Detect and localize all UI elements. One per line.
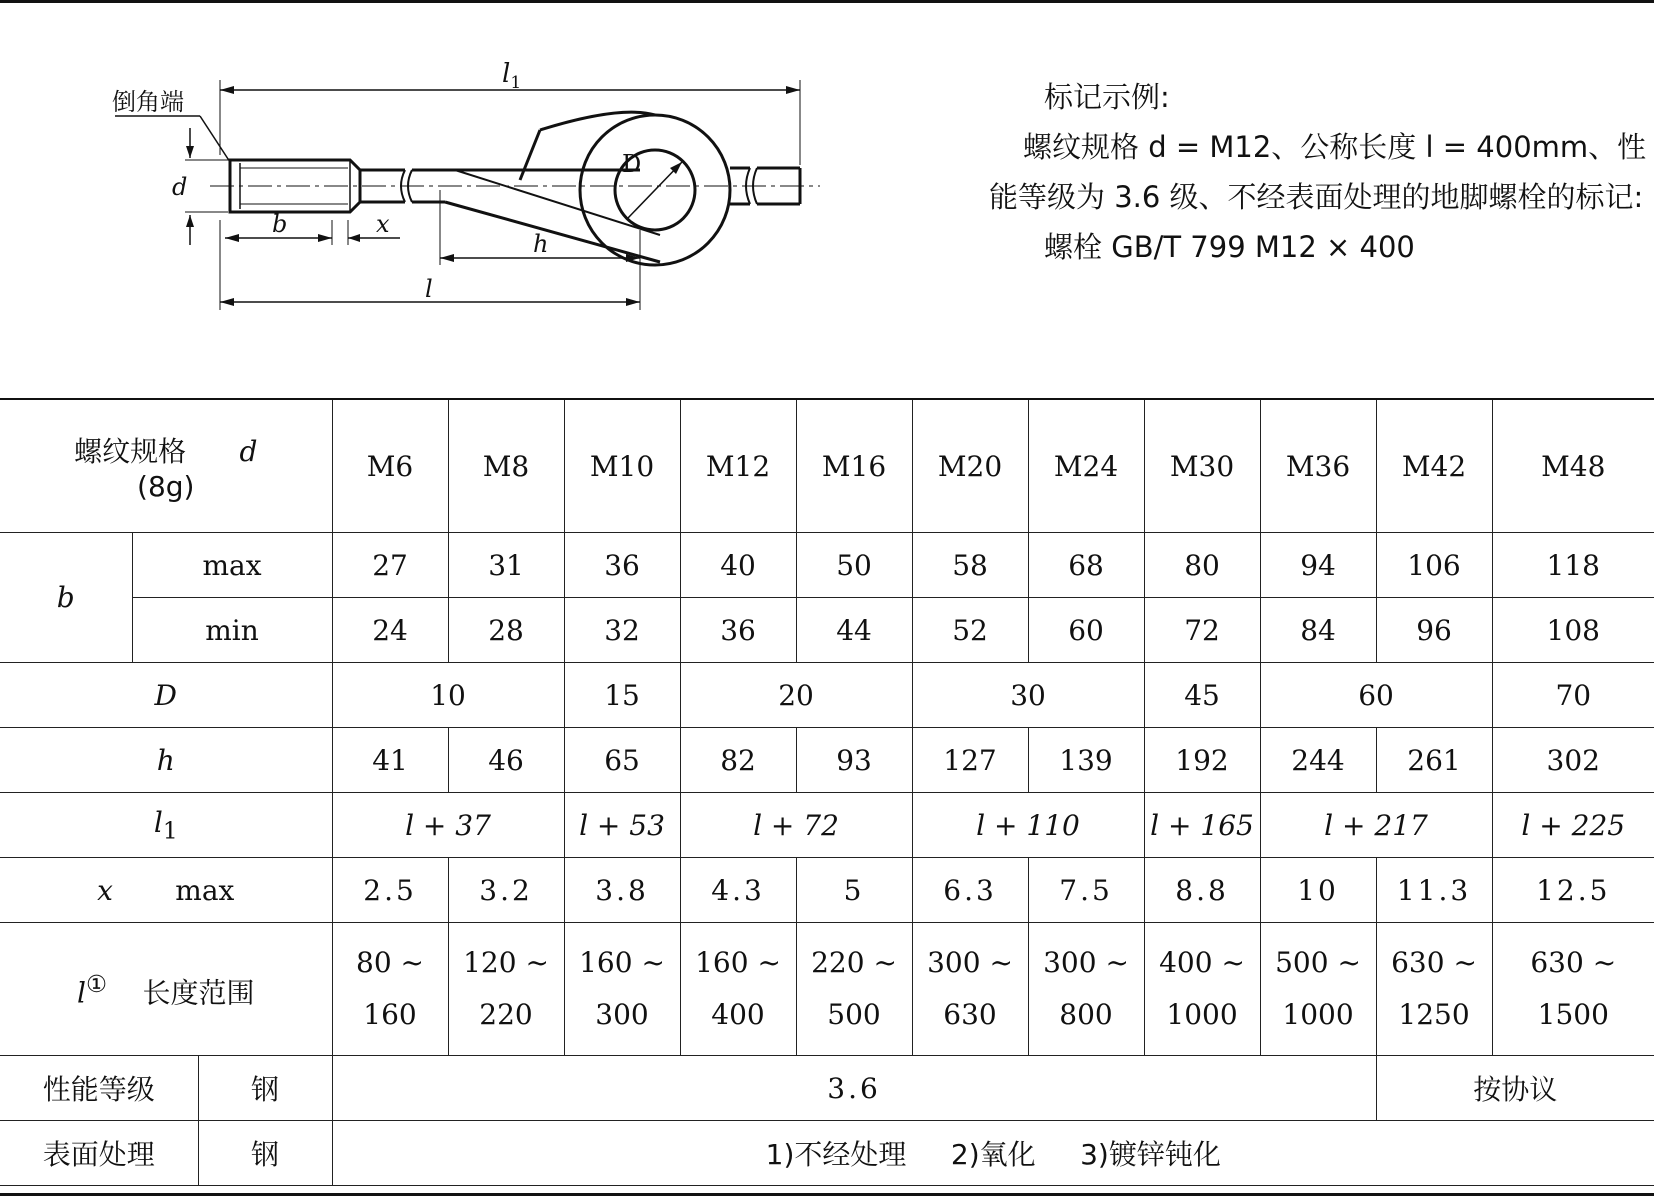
b-min-cell: 96 (1376, 598, 1492, 663)
h-cell: 244 (1260, 728, 1376, 793)
row-thread-size (0, 399, 1654, 533)
b-min-cell: 28 (448, 598, 564, 663)
x-cell: 8.8 (1144, 858, 1260, 923)
surface-label: 表面处理 (0, 1121, 198, 1186)
l-range-cell: 300 ~ 800 (1028, 923, 1144, 1056)
row-x (0, 858, 1654, 923)
size-cell: M20 (912, 399, 1028, 533)
l1-cell: l + 217 (1260, 793, 1492, 858)
row-surface-treatment (0, 1121, 1654, 1186)
x-cell: 6.3 (912, 858, 1028, 923)
x-cell: 7.5 (1028, 858, 1144, 923)
h-cell: 127 (912, 728, 1028, 793)
b-max-cell: 40 (680, 533, 796, 598)
header-cell: 螺纹规格 d (8g) (0, 399, 332, 533)
l-range-cell: 500 ~ 1000 (1260, 923, 1376, 1056)
h-cell: 93 (796, 728, 912, 793)
l1-cell: l + 110 (912, 793, 1144, 858)
grade-value: 3.6 (332, 1056, 1376, 1121)
size-cell: M6 (332, 399, 448, 533)
h-label: h (0, 728, 332, 793)
b-min-cell: 32 (564, 598, 680, 663)
l1-cell: l + 37 (332, 793, 564, 858)
l-range-cell: 630 ~ 1250 (1376, 923, 1492, 1056)
D-cell: 70 (1492, 663, 1654, 728)
example-title: 标记示例: (1044, 80, 1170, 114)
b-min-label: min (132, 598, 332, 663)
grade-material: 钢 (198, 1056, 332, 1121)
x-cell: 3.2 (448, 858, 564, 923)
l1-cell: l + 72 (680, 793, 912, 858)
D-cell: 10 (332, 663, 564, 728)
D-cell: 45 (1144, 663, 1260, 728)
x-cell: 11.3 (1376, 858, 1492, 923)
size-cell: M24 (1028, 399, 1144, 533)
row-length-range (0, 923, 1654, 1056)
x-label: x max (0, 858, 332, 923)
l1-cell: l + 165 (1144, 793, 1260, 858)
b-max-cell: 68 (1028, 533, 1144, 598)
b-max-cell: 118 (1492, 533, 1654, 598)
size-cell: M42 (1376, 399, 1492, 533)
D-cell: 15 (564, 663, 680, 728)
b-min-cell: 60 (1028, 598, 1144, 663)
b-min-cell: 24 (332, 598, 448, 663)
l-range-label: l① 长度范围 (0, 923, 332, 1056)
grade-agreement: 按协议 (1376, 1056, 1654, 1121)
l-range-cell: 400 ~ 1000 (1144, 923, 1260, 1056)
b-max-cell: 106 (1376, 533, 1492, 598)
top-rule (0, 0, 1654, 3)
b-max-cell: 27 (332, 533, 448, 598)
chamfer-label: 倒角端 (112, 88, 184, 116)
dim-d-label: d (172, 173, 188, 201)
b-max-cell: 31 (448, 533, 564, 598)
l-range-cell: 300 ~ 630 (912, 923, 1028, 1056)
l-range-cell: 630 ~ 1500 (1492, 923, 1654, 1056)
h-cell: 261 (1376, 728, 1492, 793)
dim-l-label: l (425, 275, 433, 303)
marking-example (989, 72, 1650, 272)
b-max-label: max (132, 533, 332, 598)
surface-value: 1)不经处理 2)氧化 3)镀锌钝化 (332, 1121, 1654, 1186)
b-min-cell: 72 (1144, 598, 1260, 663)
size-cell: M12 (680, 399, 796, 533)
h-cell: 192 (1144, 728, 1260, 793)
row-b-min (0, 598, 1654, 663)
h-cell: 46 (448, 728, 564, 793)
b-label: b (0, 533, 132, 663)
D-label: D (0, 663, 332, 728)
x-cell: 4.3 (680, 858, 796, 923)
size-cell: M48 (1492, 399, 1654, 533)
dim-b-label: b (272, 210, 288, 238)
b-min-cell: 84 (1260, 598, 1376, 663)
grade-label: 性能等级 (0, 1056, 198, 1121)
D-cell: 30 (912, 663, 1144, 728)
bottom-rule (0, 1193, 1654, 1196)
b-max-cell: 94 (1260, 533, 1376, 598)
dim-l1-label: $l_1$ (502, 59, 522, 93)
x-cell: 5 (796, 858, 912, 923)
bolt-drawing (100, 40, 900, 340)
row-D (0, 663, 1654, 728)
b-max-cell: 58 (912, 533, 1028, 598)
surface-material: 钢 (198, 1121, 332, 1186)
l-range-cell: 120 ~ 220 (448, 923, 564, 1056)
x-cell: 2.5 (332, 858, 448, 923)
D-cell: 20 (680, 663, 912, 728)
D-cell: 60 (1260, 663, 1492, 728)
example-mark: 螺栓 GB/T 799 M12 × 400 (1044, 230, 1415, 264)
h-cell: 65 (564, 728, 680, 793)
h-cell: 41 (332, 728, 448, 793)
b-min-cell: 36 (680, 598, 796, 663)
l1-label: $l_1$ (0, 793, 332, 858)
dim-D-label: D (622, 150, 642, 178)
spec-table (0, 398, 1654, 1186)
x-cell: 3.8 (564, 858, 680, 923)
b-max-cell: 36 (564, 533, 680, 598)
h-cell: 302 (1492, 728, 1654, 793)
row-h (0, 728, 1654, 793)
b-min-cell: 44 (796, 598, 912, 663)
b-max-cell: 80 (1144, 533, 1260, 598)
row-b-max (0, 533, 1654, 598)
b-min-cell: 108 (1492, 598, 1654, 663)
l-range-cell: 160 ~ 300 (564, 923, 680, 1056)
dim-h-label: h (533, 230, 549, 258)
size-cell: M16 (796, 399, 912, 533)
size-cell: M10 (564, 399, 680, 533)
row-l1 (0, 793, 1654, 858)
x-cell: 10 (1260, 858, 1376, 923)
l1-cell: l + 225 (1492, 793, 1654, 858)
b-max-cell: 50 (796, 533, 912, 598)
l-range-cell: 220 ~ 500 (796, 923, 912, 1056)
row-performance-grade (0, 1056, 1654, 1121)
h-cell: 139 (1028, 728, 1144, 793)
dim-x-label: x (376, 210, 390, 238)
h-cell: 82 (680, 728, 796, 793)
b-min-cell: 52 (912, 598, 1028, 663)
size-cell: M8 (448, 399, 564, 533)
size-cell: M36 (1260, 399, 1376, 533)
l1-cell: l + 53 (564, 793, 680, 858)
l-range-cell: 80 ~ 160 (332, 923, 448, 1056)
example-description: 螺纹规格 d = M12、公称长度 l = 400mm、性能等级为 3.6 级、不经表面处理的地脚螺栓的标记: (989, 130, 1647, 214)
x-cell: 12.5 (1492, 858, 1654, 923)
size-cell: M30 (1144, 399, 1260, 533)
l-range-cell: 160 ~ 400 (680, 923, 796, 1056)
